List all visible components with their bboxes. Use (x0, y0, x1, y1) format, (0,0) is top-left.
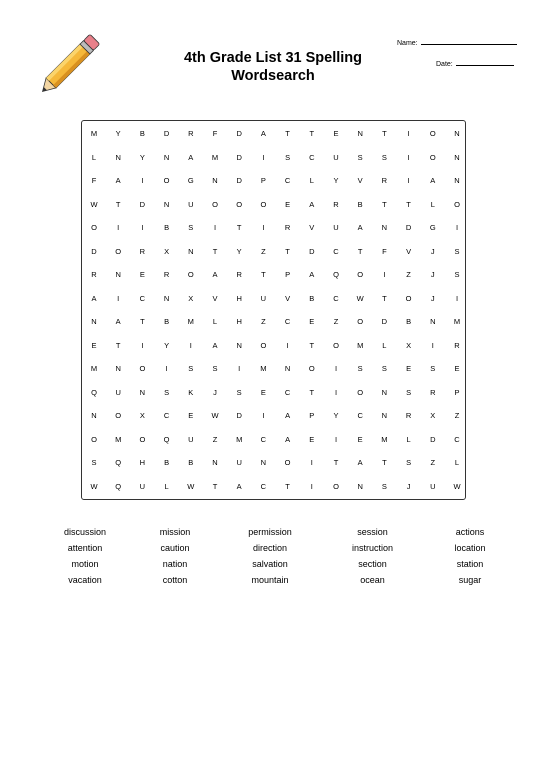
grid-letter[interactable]: I (334, 434, 338, 444)
grid-letter[interactable]: C (260, 481, 267, 491)
grid-letter[interactable]: W (187, 481, 195, 491)
grid-letter[interactable]: C (284, 176, 291, 185)
grid-letter[interactable]: I (407, 176, 410, 185)
grid-letter[interactable]: I (334, 387, 338, 397)
grid-letter[interactable]: D (381, 317, 388, 326)
grid-letter[interactable]: L (91, 152, 97, 162)
grid-letter[interactable]: N (381, 387, 388, 397)
grid-letter[interactable]: Y (236, 246, 242, 256)
grid-letter[interactable]: U (333, 223, 339, 232)
grid-letter[interactable]: Z (261, 317, 266, 326)
grid-letter[interactable]: C (284, 317, 291, 326)
grid-letter[interactable]: Q (115, 481, 122, 491)
grid-letter[interactable]: T (382, 458, 387, 467)
grid-letter[interactable]: I (189, 340, 192, 350)
name-label: Name: (397, 40, 418, 47)
grid-letter[interactable]: N (381, 411, 388, 420)
grid-letter[interactable]: E (357, 434, 363, 444)
grid-letter[interactable]: T (309, 387, 315, 397)
title-line-2: Wordsearch (231, 68, 315, 84)
grid-letter[interactable]: F (382, 246, 387, 256)
grid-letter[interactable]: J (430, 270, 435, 279)
grid-letter[interactable]: V (357, 176, 363, 185)
grid-letter[interactable]: O (333, 340, 339, 350)
date-label: Date: (436, 61, 453, 68)
grid-letter[interactable]: G (429, 223, 436, 232)
grid-letter[interactable]: O (163, 176, 170, 185)
grid-letter[interactable]: A (260, 129, 266, 138)
grid-letter[interactable]: T (236, 223, 242, 232)
grid-letter[interactable]: U (188, 199, 194, 209)
grid-letter[interactable]: A (115, 317, 121, 326)
grid-letter[interactable]: S (406, 458, 412, 467)
grid-letter[interactable]: J (430, 293, 435, 303)
grid-letter[interactable]: D (91, 246, 97, 256)
grid-letter[interactable]: U (139, 481, 146, 491)
word-row (40, 525, 515, 541)
grid-letter[interactable]: I (117, 293, 120, 303)
grid-letter[interactable]: I (286, 340, 289, 350)
grid-letter[interactable]: B (164, 317, 170, 326)
grid-letter[interactable]: D (430, 434, 436, 444)
grid-letter[interactable]: T (382, 293, 387, 303)
word-list-item: instruction (351, 543, 394, 553)
name-line[interactable] (421, 38, 517, 45)
grid-letter[interactable]: N (284, 364, 291, 373)
grid-letter[interactable]: L (406, 434, 411, 444)
grid-letter[interactable]: S (212, 364, 218, 373)
grid-letter[interactable]: S (430, 364, 436, 373)
grid-letter[interactable]: S (285, 152, 291, 162)
grid-letter[interactable]: D (236, 176, 242, 185)
grid-letter[interactable]: I (238, 364, 241, 373)
grid-letter[interactable]: Z (406, 270, 411, 279)
grid-letter[interactable]: E (285, 199, 291, 209)
grid-letter[interactable]: D (163, 129, 170, 138)
grid-letter[interactable]: B (188, 458, 194, 467)
grid-letter[interactable]: T (285, 129, 290, 138)
grid-letter[interactable]: A (285, 411, 291, 420)
word-list-item: nation (162, 559, 188, 569)
grid-letter[interactable]: U (115, 387, 121, 397)
grid-letter[interactable]: P (309, 411, 315, 420)
grid-letter[interactable]: W (90, 199, 98, 209)
grid-letter[interactable]: R (454, 340, 460, 350)
grid-letter[interactable]: A (309, 270, 315, 279)
grid-letter[interactable]: I (262, 223, 265, 232)
grid-letter[interactable]: E (188, 411, 194, 420)
grid-letter[interactable]: B (164, 223, 170, 232)
word-list-item: ocean (360, 575, 385, 585)
grid-letter[interactable]: R (163, 270, 170, 279)
grid-letter[interactable]: Y (333, 411, 339, 420)
grid-letter[interactable]: D (236, 152, 242, 162)
word-list-item: discussion (63, 527, 107, 537)
grid-letter[interactable]: G (187, 176, 194, 185)
grid-letter[interactable]: R (333, 199, 339, 209)
grid-letter[interactable]: A (212, 270, 218, 279)
grid-letter[interactable]: T (309, 340, 315, 350)
word-list-item: motion (71, 559, 99, 569)
grid-letter[interactable]: Q (163, 434, 170, 444)
grid-letter[interactable]: H (236, 317, 242, 326)
grid-letter[interactable]: T (115, 199, 121, 209)
grid-letter[interactable]: N (454, 129, 460, 138)
grid-letter[interactable]: T (212, 481, 218, 491)
grid-letter[interactable]: Q (115, 458, 122, 467)
grid-letter[interactable]: P (454, 387, 460, 397)
grid-letter[interactable]: S (381, 364, 387, 373)
grid-letter[interactable]: I (117, 223, 120, 232)
grid-letter[interactable]: U (333, 152, 339, 162)
grid-letter[interactable]: Y (139, 152, 145, 162)
word-list-item: location (454, 543, 486, 553)
grid-letter[interactable]: C (333, 293, 339, 303)
grid-letter[interactable]: T (357, 246, 363, 256)
word-list-item: station (456, 559, 484, 569)
grid-letter[interactable]: D (309, 246, 315, 256)
grid-letter[interactable]: O (357, 317, 364, 326)
title-line-1: 4th Grade List 31 Spelling (183, 50, 363, 66)
grid-letter[interactable]: L (454, 458, 460, 467)
grid-letter[interactable]: M (90, 129, 98, 138)
word-list-item: salvation (252, 559, 288, 569)
grid-letter[interactable]: B (139, 129, 145, 138)
grid-letter[interactable]: X (188, 293, 194, 303)
grid-letter[interactable]: D (236, 129, 242, 138)
grid-letter[interactable]: A (188, 152, 194, 162)
grid-letter[interactable]: A (309, 199, 315, 209)
word-list-item: vacation (68, 575, 102, 585)
grid-letter[interactable]: E (139, 270, 145, 279)
grid-letter[interactable]: R (236, 270, 242, 279)
grid-letter[interactable]: M (260, 364, 267, 373)
word-list (40, 525, 515, 589)
grid-letter[interactable]: S (91, 458, 97, 467)
grid-letter[interactable]: O (333, 481, 339, 491)
grid-letter[interactable]: I (455, 293, 459, 303)
grid-letter[interactable]: T (212, 246, 218, 256)
grid-letter[interactable]: O (284, 458, 291, 467)
grid-letter[interactable]: N (430, 317, 436, 326)
grid-letter[interactable]: M (236, 434, 243, 444)
grid-letter[interactable]: I (262, 411, 265, 420)
name-field[interactable] (397, 38, 517, 47)
grid-letter[interactable]: L (430, 199, 435, 209)
grid-letter[interactable]: I (310, 458, 313, 467)
grid-letter[interactable]: N (212, 176, 218, 185)
grid-letter[interactable]: I (431, 340, 434, 350)
grid-letter[interactable]: P (260, 176, 266, 185)
grid-letter[interactable]: O (429, 152, 436, 162)
grid-letter[interactable]: A (91, 293, 97, 303)
grid-letter[interactable]: N (91, 317, 97, 326)
grid-letter[interactable]: W (90, 481, 98, 491)
grid-letter[interactable]: Z (454, 411, 460, 420)
grid-letter[interactable]: T (285, 481, 290, 491)
word-list-item: mission (159, 527, 191, 537)
grid-letter[interactable]: V (285, 293, 291, 303)
grid-letter[interactable]: Z (333, 317, 339, 326)
grid-letter[interactable]: O (139, 434, 146, 444)
word-list-item: permission (248, 527, 292, 537)
grid-letter[interactable]: O (91, 434, 97, 444)
grid-letter[interactable]: I (141, 223, 144, 232)
grid-letter[interactable]: A (357, 458, 363, 467)
grid-letter[interactable]: B (309, 293, 315, 303)
grid-letter[interactable]: S (188, 364, 194, 373)
grid-letter[interactable]: B (406, 317, 412, 326)
date-line[interactable] (456, 59, 514, 66)
grid-letter[interactable]: T (261, 270, 266, 279)
grid-letter[interactable]: C (284, 387, 291, 397)
page-title (170, 49, 376, 85)
grid-letter[interactable]: I (213, 223, 217, 232)
grid-letter[interactable]: O (454, 199, 460, 209)
grid-letter[interactable]: E (454, 364, 460, 373)
grid-letter[interactable]: L (164, 481, 169, 491)
word-list-item: caution (160, 543, 190, 553)
grid-letter[interactable]: S (164, 387, 170, 397)
grid-letter[interactable]: X (139, 411, 145, 420)
grid-letter[interactable]: W (453, 481, 461, 491)
grid-letter[interactable]: S (406, 387, 412, 397)
grid-letter[interactable]: N (115, 270, 121, 279)
grid-letter[interactable]: M (211, 152, 219, 162)
grid-letter[interactable]: L (212, 317, 218, 326)
grid-letter[interactable]: M (90, 364, 98, 373)
grid-letter[interactable]: E (91, 340, 97, 350)
grid-letter[interactable]: Z (261, 246, 266, 256)
grid-letter[interactable]: I (262, 152, 265, 162)
date-field[interactable] (436, 59, 514, 68)
grid-letter[interactable]: I (165, 364, 168, 373)
grid-letter[interactable]: F (91, 176, 97, 185)
grid-letter[interactable]: E (333, 129, 339, 138)
grid-letter[interactable]: C (139, 293, 146, 303)
grid-letter[interactable]: Q (333, 270, 339, 279)
grid-letter[interactable]: I (407, 152, 410, 162)
grid-letter[interactable]: Y (333, 176, 339, 185)
word-list-item: sugar (458, 575, 482, 585)
grid-letter[interactable]: I (141, 340, 144, 350)
grid-letter[interactable]: T (333, 458, 339, 467)
letter-grid (82, 121, 465, 499)
grid-letter[interactable]: R (405, 411, 412, 420)
grid-letter[interactable]: I (141, 176, 144, 185)
grid-letter[interactable]: S (454, 270, 460, 279)
grid-letter[interactable]: N (163, 293, 170, 303)
grid-letter[interactable]: U (236, 458, 242, 467)
grid-letter[interactable]: N (163, 152, 170, 162)
grid-letter[interactable]: O (260, 199, 267, 209)
grid-letter[interactable]: X (430, 411, 436, 420)
word-list-item: section (358, 559, 387, 569)
grid-letter[interactable]: N (454, 176, 460, 185)
grid-letter[interactable]: O (260, 340, 267, 350)
word-list-item: direction (252, 543, 288, 553)
grid-letter[interactable]: S (188, 223, 194, 232)
grid-letter[interactable]: R (91, 270, 97, 279)
pencil-icon (28, 26, 108, 106)
grid-letter[interactable]: T (115, 340, 121, 350)
grid-letter[interactable]: N (454, 152, 460, 162)
word-list-item: session (357, 527, 388, 537)
grid-letter[interactable]: E (406, 364, 412, 373)
grid-letter[interactable]: C (333, 246, 339, 256)
grid-letter[interactable]: C (454, 434, 460, 444)
grid-letter[interactable]: O (405, 293, 412, 303)
grid-letter[interactable]: I (334, 364, 338, 373)
grid-letter[interactable]: K (188, 387, 194, 397)
grid-letter[interactable]: O (115, 411, 122, 420)
grid-letter[interactable]: Y (115, 129, 121, 138)
grid-letter[interactable]: C (357, 411, 363, 420)
grid-letter[interactable]: N (139, 387, 146, 397)
word-list-item: mountain (251, 575, 289, 585)
grid-letter[interactable]: T (285, 246, 290, 256)
grid-letter[interactable]: N (115, 364, 121, 373)
grid-letter[interactable]: R (284, 223, 291, 232)
grid-letter[interactable]: N (115, 152, 121, 162)
grid-letter[interactable]: O (115, 246, 122, 256)
grid-letter[interactable]: O (357, 270, 364, 279)
grid-letter[interactable]: O (308, 364, 315, 373)
grid-letter[interactable]: M (115, 434, 122, 444)
grid-letter[interactable]: M (381, 434, 388, 444)
grid-letter[interactable]: T (382, 129, 387, 138)
grid-letter[interactable]: E (309, 317, 315, 326)
grid-letter[interactable]: I (407, 129, 410, 138)
grid-letter[interactable]: R (139, 246, 146, 256)
grid-letter[interactable]: U (260, 293, 267, 303)
grid-letter[interactable]: V (309, 223, 315, 232)
grid-letter[interactable]: M (357, 340, 364, 350)
grid-letter[interactable]: W (356, 293, 364, 303)
grid-letter[interactable]: E (309, 434, 315, 444)
grid-letter[interactable]: M (187, 317, 194, 326)
word-row (40, 541, 515, 557)
grid-letter[interactable]: Z (212, 434, 218, 444)
wordsearch-grid (81, 120, 466, 500)
word-row (40, 573, 515, 589)
word-list-item: attention (67, 543, 103, 553)
grid-letter[interactable]: N (260, 458, 267, 467)
grid-letter[interactable]: L (309, 176, 314, 185)
grid-letter[interactable]: O (187, 270, 194, 279)
word-row (40, 557, 515, 573)
grid-letter[interactable]: M (453, 317, 461, 326)
grid-letter[interactable]: N (236, 340, 242, 350)
grid-letter[interactable]: A (430, 176, 436, 185)
grid-letter[interactable]: T (406, 199, 411, 209)
grid-letter[interactable]: Y (164, 340, 170, 350)
grid-letter[interactable]: O (139, 364, 146, 373)
grid-letter[interactable]: N (91, 411, 97, 420)
grid-letter[interactable]: S (357, 364, 363, 373)
grid-letter[interactable]: H (139, 458, 146, 467)
grid-letter[interactable]: C (309, 152, 315, 162)
grid-letter[interactable]: N (212, 458, 218, 467)
grid-letter[interactable]: C (163, 411, 170, 420)
grid-letter[interactable]: A (357, 223, 363, 232)
grid-letter[interactable]: R (430, 387, 436, 397)
grid-letter[interactable]: W (211, 411, 219, 420)
word-list-item: actions (455, 527, 485, 537)
grid-letter[interactable]: O (91, 223, 97, 232)
word-list-item: cotton (162, 575, 188, 585)
grid-letter[interactable]: E (260, 387, 266, 397)
grid-letter[interactable]: A (285, 434, 291, 444)
grid-letter[interactable]: T (309, 129, 315, 138)
grid-letter[interactable]: R (188, 129, 194, 138)
grid-letter[interactable]: D (405, 223, 412, 232)
grid-letter[interactable]: O (236, 199, 243, 209)
grid-letter[interactable]: N (357, 481, 363, 491)
grid-letter[interactable]: B (164, 458, 170, 467)
grid-letter[interactable]: O (357, 387, 364, 397)
grid-letter[interactable]: U (188, 434, 194, 444)
grid-letter[interactable]: J (430, 246, 435, 256)
grid-letter[interactable]: S (454, 246, 460, 256)
grid-letter[interactable]: X (406, 340, 412, 350)
grid-letter[interactable]: P (285, 270, 291, 279)
grid-letter[interactable]: A (236, 481, 242, 491)
grid-letter[interactable]: I (455, 223, 459, 232)
grid-letter[interactable]: V (406, 246, 412, 256)
grid-letter[interactable]: B (357, 199, 363, 209)
grid-letter[interactable]: T (140, 317, 145, 326)
grid-letter[interactable]: C (260, 434, 267, 444)
grid-letter[interactable]: F (212, 129, 218, 138)
grid-letter[interactable]: R (381, 176, 388, 185)
grid-letter[interactable]: S (357, 152, 363, 162)
grid-letter[interactable]: D (139, 199, 146, 209)
grid-letter[interactable]: Q (91, 387, 97, 397)
grid-letter[interactable]: S (236, 387, 242, 397)
grid-letter[interactable]: T (382, 199, 387, 209)
grid-letter[interactable]: X (164, 246, 170, 256)
grid-letter[interactable]: H (236, 293, 242, 303)
grid-letter[interactable]: J (213, 387, 217, 397)
grid-letter[interactable]: O (212, 199, 218, 209)
grid-letter[interactable]: D (236, 411, 242, 420)
grid-letter[interactable]: S (381, 152, 387, 162)
grid-letter[interactable]: N (381, 223, 388, 232)
grid-letter[interactable]: O (429, 129, 436, 138)
grid-letter[interactable]: J (406, 481, 411, 491)
grid-letter[interactable]: A (212, 340, 218, 350)
grid-letter[interactable]: L (382, 340, 387, 350)
grid-letter[interactable]: I (310, 481, 313, 491)
grid-letter[interactable]: N (357, 129, 363, 138)
grid-letter[interactable]: A (115, 176, 121, 185)
grid-letter[interactable]: N (163, 199, 170, 209)
grid-letter[interactable]: N (188, 246, 194, 256)
grid-letter[interactable]: I (383, 270, 386, 279)
grid-letter[interactable]: Z (430, 458, 436, 467)
grid-letter[interactable]: V (212, 293, 218, 303)
grid-letter[interactable]: S (381, 481, 387, 491)
grid-letter[interactable]: U (430, 481, 436, 491)
